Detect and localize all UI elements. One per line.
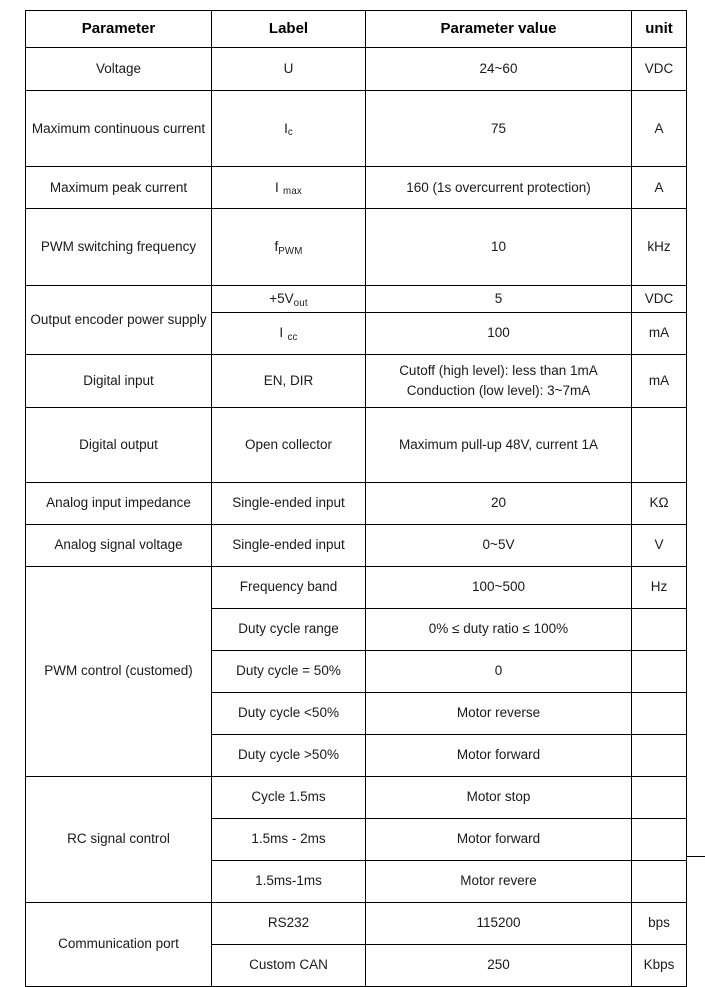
- specification-table: [25, 10, 687, 987]
- cell-label: [212, 650, 366, 692]
- cell-value: Motor forward: [366, 818, 632, 860]
- cell-value: 250: [366, 944, 632, 986]
- cell-label-main: f: [274, 239, 279, 255]
- column-header-parameter: Parameter: [26, 11, 212, 48]
- cell-unit: [632, 776, 687, 818]
- cell-parameter: Analog input impedance: [26, 482, 212, 524]
- cell-unit: [632, 818, 687, 860]
- cell-value: 0: [366, 650, 632, 692]
- specification-table-container: [25, 10, 686, 987]
- cell-label: [212, 91, 366, 167]
- cell-label-main: Open collector: [244, 436, 333, 452]
- table-row: [26, 482, 687, 524]
- cell-label-main: Single-ended input: [232, 537, 345, 553]
- cell-value: 24~60: [366, 48, 632, 91]
- cell-unit: [632, 860, 687, 902]
- cell-unit: mA: [632, 312, 687, 354]
- cell-label: [212, 734, 366, 776]
- table-row: [26, 48, 687, 91]
- cell-unit: A: [632, 91, 687, 167]
- cell-label-subscript: PWM: [278, 245, 303, 257]
- cell-label-main: 1.5ms-1ms: [255, 873, 322, 889]
- cell-label: [212, 407, 366, 482]
- cell-unit: Hz: [632, 566, 687, 608]
- cell-parameter: RC signal control: [26, 776, 212, 902]
- cell-label: [212, 944, 366, 986]
- cell-value: 0% ≤ duty ratio ≤ 100%: [366, 608, 632, 650]
- cell-unit: [632, 608, 687, 650]
- cell-unit: [632, 650, 687, 692]
- table-row: [26, 209, 687, 286]
- cell-unit: A: [632, 167, 687, 209]
- cell-parameter: Digital input: [26, 354, 212, 407]
- adjacent-table-corner-artifact: [686, 856, 705, 886]
- cell-value: Maximum pull-up 48V, current 1A: [366, 407, 632, 482]
- table-header-row: [26, 11, 687, 48]
- cell-value: 160 (1s overcurrent protection): [366, 167, 632, 209]
- cell-value: 20: [366, 482, 632, 524]
- cell-parameter: Output encoder power supply: [26, 286, 212, 355]
- table-body: [26, 48, 687, 987]
- cell-unit: KΩ: [632, 482, 687, 524]
- cell-unit: VDC: [632, 286, 687, 313]
- cell-label: [212, 209, 366, 286]
- cell-value: Motor forward: [366, 734, 632, 776]
- cell-label-main: I: [275, 179, 279, 195]
- cell-label: [212, 860, 366, 902]
- cell-label: [212, 524, 366, 566]
- cell-label: [212, 167, 366, 209]
- cell-label: [212, 902, 366, 944]
- cell-label: [212, 776, 366, 818]
- cell-label: [212, 354, 366, 407]
- cell-label-main: 1.5ms - 2ms: [251, 831, 326, 847]
- table-row: [26, 167, 687, 209]
- cell-value: 5: [366, 286, 632, 313]
- cell-label-subscript: cc: [287, 332, 298, 343]
- cell-label-main: Single-ended input: [232, 495, 345, 511]
- cell-label-main: Duty cycle <50%: [238, 705, 339, 721]
- cell-parameter: PWM control (customed): [26, 566, 212, 776]
- cell-unit: Kbps: [632, 944, 687, 986]
- cell-unit: [632, 692, 687, 734]
- cell-label-subscript: c: [287, 127, 293, 139]
- cell-value: Motor stop: [366, 776, 632, 818]
- cell-value-line-2: Conduction (low level): 3~7mA: [406, 382, 591, 398]
- cell-unit: bps: [632, 902, 687, 944]
- cell-label-main: Duty cycle >50%: [238, 747, 339, 763]
- cell-parameter: Digital output: [26, 407, 212, 482]
- cell-label-main: EN, DIR: [263, 372, 314, 388]
- cell-value: Motor revere: [366, 860, 632, 902]
- cell-parameter: Analog signal voltage: [26, 524, 212, 566]
- table-row: [26, 902, 687, 944]
- cell-parameter: Maximum peak current: [26, 167, 212, 209]
- cell-label-main: Duty cycle range: [238, 621, 339, 637]
- cell-value: 0~5V: [366, 524, 632, 566]
- cell-label: [212, 286, 366, 313]
- cell-unit: [632, 407, 687, 482]
- cell-unit: kHz: [632, 209, 687, 286]
- cell-parameter: Voltage: [26, 48, 212, 91]
- cell-value: 115200: [366, 902, 632, 944]
- cell-unit: [632, 734, 687, 776]
- table-row: [26, 407, 687, 482]
- cell-unit: V: [632, 524, 687, 566]
- column-header-unit: unit: [632, 11, 687, 48]
- cell-value: 100: [366, 312, 632, 354]
- table-row: [26, 524, 687, 566]
- cell-value-line-1: Cutoff (high level): less than 1mA: [399, 363, 598, 378]
- cell-label-main: U: [283, 61, 294, 77]
- column-header-parameter-value: Parameter value: [366, 11, 632, 48]
- cell-label-main: Custom CAN: [249, 957, 328, 973]
- cell-label: [212, 692, 366, 734]
- cell-label-main: Duty cycle = 50%: [236, 663, 341, 679]
- table-row: [26, 91, 687, 167]
- cell-label-subscript: out: [293, 297, 308, 309]
- cell-value: 100~500: [366, 566, 632, 608]
- column-header-label: Label: [212, 11, 366, 48]
- cell-value: Motor reverse: [366, 692, 632, 734]
- cell-value: [366, 354, 632, 407]
- cell-label: [212, 566, 366, 608]
- cell-value: 10: [366, 209, 632, 286]
- cell-label: [212, 482, 366, 524]
- cell-label: [212, 48, 366, 91]
- cell-unit: mA: [632, 354, 687, 407]
- cell-label-main: I: [284, 120, 288, 136]
- cell-label: [212, 818, 366, 860]
- table-row: [26, 566, 687, 608]
- cell-label-main: Cycle 1.5ms: [251, 789, 326, 805]
- cell-parameter: Communication port: [26, 902, 212, 986]
- cell-parameter: PWM switching frequency: [26, 209, 212, 286]
- cell-label-subscript: max: [283, 186, 302, 198]
- cell-value: 75: [366, 91, 632, 167]
- cell-label-main: +5V: [269, 291, 294, 306]
- table-header: [26, 11, 687, 48]
- cell-label-main: Frequency band: [239, 579, 338, 595]
- cell-parameter: Maximum continuous current: [26, 91, 212, 167]
- cell-label-main: RS232: [267, 915, 310, 931]
- cell-unit: VDC: [632, 48, 687, 91]
- cell-label: [212, 312, 366, 354]
- cell-label: [212, 608, 366, 650]
- table-row: [26, 776, 687, 818]
- cell-label-main: I: [279, 325, 284, 341]
- table-row: [26, 354, 687, 407]
- table-row: [26, 286, 687, 313]
